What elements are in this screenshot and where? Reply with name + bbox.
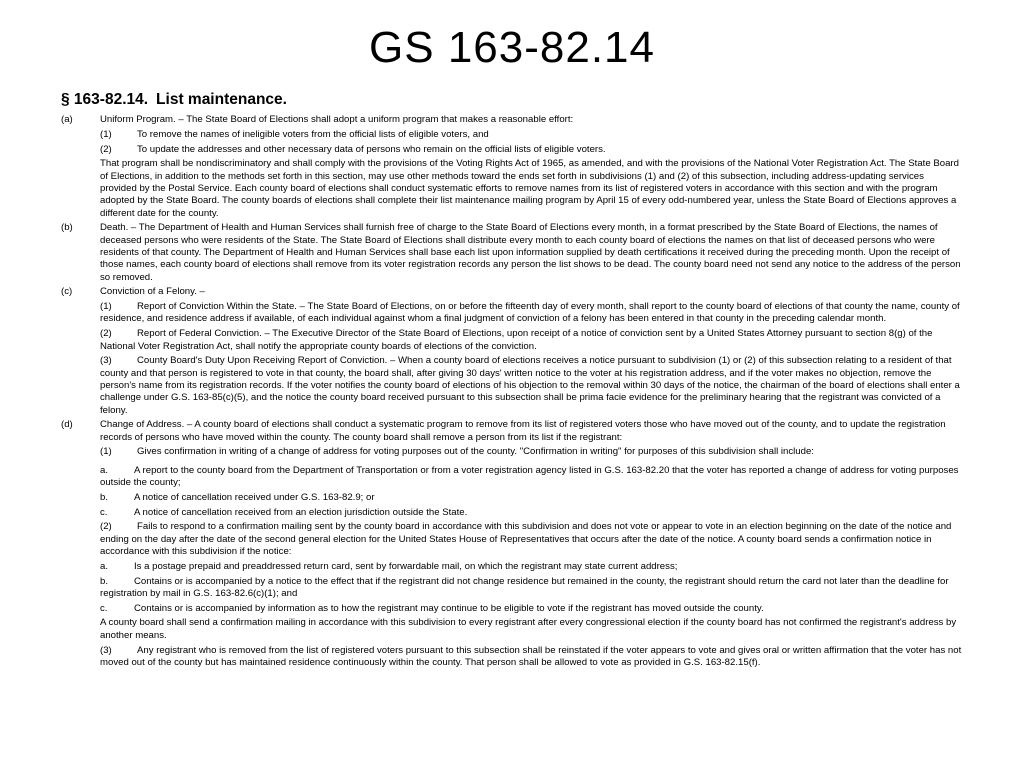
subsection-d-subitem [61,576,963,601]
subsection-d-subitem [61,465,963,490]
item-text: Report of Federal Conviction. – The Executive Director of the State Board of Elections, upon receipt of a notice of conviction sent by a United States Attorney pursuant to section 8(g) of the National Voter Registration Act, shall notify the appropriate county boards of elections of the conviction. [100,328,933,352]
subsection-c-item [61,355,963,416]
item-text: Report of Conviction Within the State. – The State Board of Elections, on or before the fifteenth day of every month, shall report to the county board of elections of that county the name, county of residence, and residence address if available, of each individual against whom a final judgment of conviction of a felony has been entered in that county in the preceding calendar month. [100,301,960,325]
subsection-d-subitem [61,603,963,615]
section-heading [61,90,287,110]
item-text: To remove the names of ineligible voters from the official lists of eligible voters, and [137,128,489,140]
subsection-a-text: Uniform Program. – The State Board of Elections shall adopt a uniform program that makes a reasonable effort: [100,114,574,125]
subsection-a [61,114,963,126]
item-label: (2) [100,143,112,155]
item-label: (3) [100,355,112,367]
item-label: (3) [100,644,112,656]
statute-body [61,114,963,669]
subitem-text: Contains or is accompanied by information as to how the registrant may continue to be eligible to vote if the registrant has moved outside the county. [134,602,764,614]
subsection-c [61,286,963,298]
subitem-label: a. [100,464,109,476]
section-name: List maintenance. [156,91,287,108]
item-label: (1) [100,128,112,140]
subsection-c-item [61,301,963,326]
subsection-b [61,222,963,283]
subsection-a-item [61,129,963,141]
item-text: Gives confirmation in writing of a change of address for voting purposes out of the county. "Confirmation in writing" for purposes of this subdivision shall include: [137,446,814,458]
subitem-label: b. [100,575,109,587]
subsection-d-item2-closing: A county board shall send a confirmation mailing in accordance with this subdivision to every registrant after every congressional election if the county board has not confirmed the registrant's address by another means. [100,617,957,641]
subsection-d-text: Change of Address. – A county board of elections shall conduct a systematic program to remove from its list of registered voters those who have moved out of the county, and to update the registration records of persons who have moved within the county. The county board shall remove a person from its list if the registrant: [100,419,946,443]
subsection-d-label: (d) [61,419,73,431]
subsection-a-label: (a) [61,114,73,125]
item-label: (1) [100,301,112,313]
subsection-d-subitem [61,492,963,504]
subitem-text: A report to the county board from the Department of Transportation or from a voter registration agency listed in G.S. 163-82.20 that the voter has reported a change of address for voting purposes outside the county; [100,464,959,489]
subsection-a-item [61,144,963,156]
subsection-b-text: Death. – The Department of Health and Human Services shall furnish free of charge to the State Board of Elections every month, in a format prescribed by the State Board of Elections, the names of deceased persons who were residents of the State. The State Board of Elections shall distribute every month to each county board of elections the names on that list of deceased persons who were residents of that county. The Department of Health and Human Services shall base each list upon information supplied by death certifications it received during the preceding month. Upon the receipt of those names, each county board of elections shall remove from its voter registration records any person the list shows to be dead. The county board need not send any notice to the address of the person so removed. [100,222,961,283]
subitem-text: A notice of cancellation received under G.S. 163-82.9; or [134,491,375,503]
section-number: § 163-82.14. [61,91,149,108]
subsection-c-label: (c) [61,286,73,298]
subitem-text: Is a postage prepaid and preaddressed return card, sent by forwardable mail, on which the registrant may state current address; [134,560,678,572]
subsection-b-label: (b) [61,222,73,234]
subsection-d-item [61,645,963,670]
item-label: (2) [100,328,112,340]
item-label: (2) [100,521,112,533]
subsection-d-subitem [61,561,963,573]
subsection-d-subitem [61,507,963,519]
subitem-label: c. [100,506,108,518]
item-label: (1) [100,446,112,458]
item-text: County Board's Duty Upon Receiving Report of Conviction. – When a county board of elections receives a notice pursuant to subdivision (1) or (2) of this subsection relating to a resident of that county and that person is registered to vote in that county, the board shall, after giving 30 days' written notice to the voter at his registration address, and if the voter makes no objection, remove the person's name from its registration records. If the voter notifies the county board of elections of his objection to the removal within 30 days of the notice, the chairman of the board of elections shall enter a challenge under G.S. 163-85(c)(5), and the notice the county board received pursuant to this subsection shall be prima facie evidence for the preliminary hearing that the registrant was convicted of a felony. [100,355,960,416]
item-text: Any registrant who is removed from the list of registered voters pursuant to this subsection shall be reinstated if the voter appears to vote and gives oral or written affirmation that the voter has not moved out of the county but has maintained residence continuously within the county. That person shall be allowed to vote as provided in G.S. 163-82.15(f). [100,644,962,668]
subsection-d [61,419,963,444]
page-title: GS 163-82.14 [369,23,655,72]
subsection-a-closing: That program shall be nondiscriminatory and shall comply with the provisions of the Voting Rights Act of 1965, as amended, and with the provisions of the National Voter Registration Act. The State Board of Elections, in addition to the methods set forth in this section, may use other methods toward the ends set forth in subdivisions (1) and (2) of this subsection, including address-updating services provided by the Postal Service. Each county board of elections shall conduct systematic efforts to remove names from its list of registered voters in accordance with this section and with the program adopted by the State Board. The county boards of elections shall complete their list maintenance mailing program by April 15 of every odd-numbered year, unless the State Board of Elections approves a different date for the county. [100,158,959,219]
item-text: To update the addresses and other necessary data of persons who remain on the official lists of eligible voters. [137,143,606,155]
subsection-d-item [61,521,963,558]
subitem-label: c. [100,602,108,614]
subitem-text: A notice of cancellation received from an election jurisdiction outside the State. [134,506,468,518]
subitem-label: a. [100,560,109,572]
subitem-label: b. [100,491,109,503]
item-text: Fails to respond to a confirmation mailing sent by the county board in accordance with this subdivision and does not vote or appear to vote in an election beginning on the date of the notice and ending on the day after the date of the second general election for the United States House of Representatives that occurs after the date of the notice. A county board sends a confirmation notice in accordance with this subdivision if the notice: [100,521,952,557]
subsection-d-item [61,446,963,458]
subsection-c-item [61,328,963,353]
subsection-c-text: Conviction of a Felony. – [100,286,205,298]
subitem-text: Contains or is accompanied by a notice to the effect that if the registrant did not change residence but remained in the county, the registrant should return the card not later than the deadline for registration by mail in G.S. 163-82.6(c)(1); and [100,575,949,599]
